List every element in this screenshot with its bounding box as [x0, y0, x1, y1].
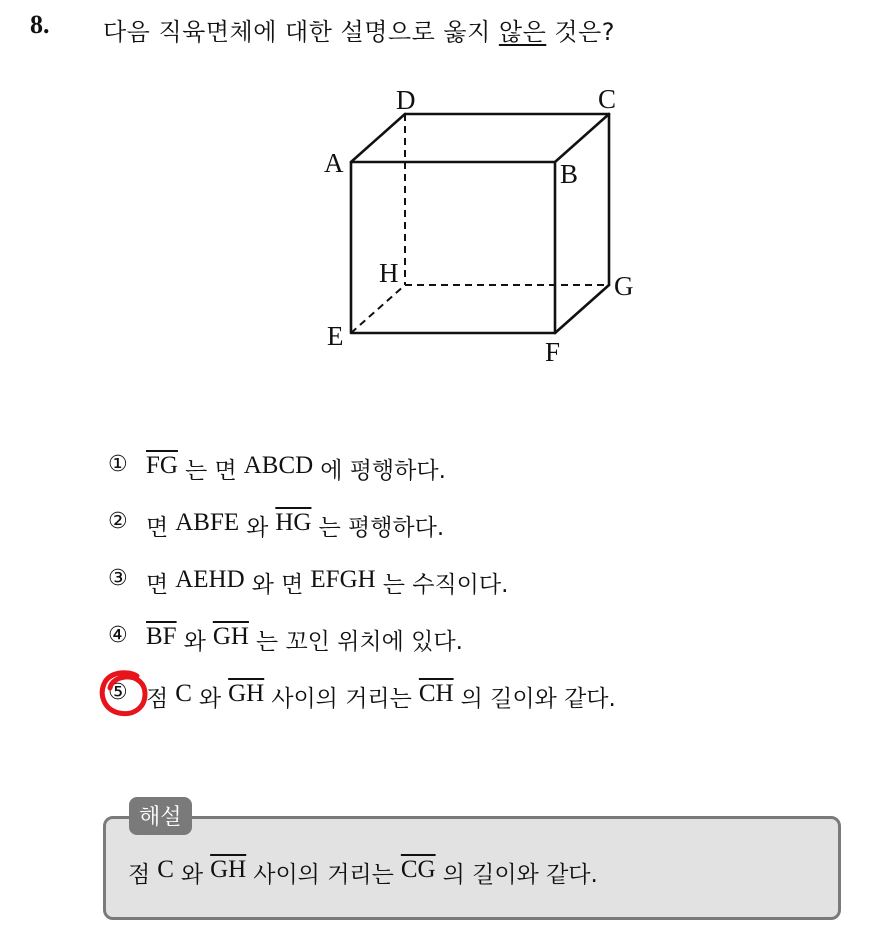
- choice-text: 는 면: [184, 458, 237, 484]
- explanation-segment: C: [157, 856, 174, 883]
- choice-text: 와: [183, 629, 206, 655]
- explanation-tag: 해설: [129, 797, 192, 835]
- answer-circle-mark: [97, 668, 153, 720]
- question-text-underlined: 않은: [498, 18, 547, 46]
- vertex-label-E: E: [327, 321, 344, 351]
- vertex-label-D: D: [396, 85, 416, 115]
- choice-text: 사이의 거리는: [271, 686, 412, 712]
- vertex-label-A: A: [324, 148, 344, 178]
- front-face: [351, 162, 555, 333]
- segment-notation: $\overline{CG}$: [400, 856, 436, 883]
- choice-text: 는 수직이다.: [382, 572, 509, 598]
- choice-text: 와: [198, 686, 222, 712]
- choice-text: C: [175, 680, 192, 707]
- choice-text: 점: [146, 686, 169, 712]
- question-text-before: 다음 직육면체에 대한 설명으로 옳지: [103, 18, 499, 46]
- choice-5[interactable]: [108, 680, 623, 737]
- choice-text: 에 평행하다.: [320, 458, 446, 484]
- segment-notation: $\overline{GH}$: [228, 680, 265, 707]
- explanation-text: [128, 856, 605, 889]
- choice-number: ②: [108, 509, 128, 534]
- choice-text: 면: [146, 515, 169, 541]
- edge-BC: [555, 114, 609, 162]
- segment-notation: $\overline{GH}$: [210, 856, 247, 883]
- explanation-segment: 사이의 거리는: [253, 862, 394, 888]
- choice-4[interactable]: [108, 623, 623, 680]
- vertex-label-F: F: [545, 337, 561, 367]
- choice-1[interactable]: [108, 452, 623, 509]
- explanation-segment: 의 길이와 같다.: [442, 862, 598, 888]
- vertex-label-G: G: [614, 271, 634, 301]
- choice-text: ABCD: [243, 452, 314, 479]
- choice-text: 의 길이와 같다.: [460, 686, 616, 712]
- choice-2[interactable]: [108, 509, 623, 566]
- choice-text: 는 평행하다.: [318, 515, 445, 541]
- question-text-after: 것은?: [546, 18, 616, 46]
- edge-AD: [351, 114, 405, 162]
- choice-number: ①: [108, 452, 128, 477]
- vertex-label-H: H: [379, 258, 399, 288]
- choice-number: ④: [108, 623, 128, 648]
- choice-text: 와 면: [251, 572, 304, 598]
- explanation-segment: 와: [180, 862, 204, 888]
- choice-number: ⑤: [108, 680, 128, 705]
- choice-text: 와: [246, 515, 269, 541]
- cuboid-figure: [0, 0, 884, 420]
- choice-text: ABFE: [175, 509, 240, 536]
- choice-number: ③: [108, 566, 128, 591]
- hidden-edge-EH: [351, 285, 405, 333]
- segment-notation: $\overline{HG}$: [275, 509, 312, 536]
- segment-notation: $\overline{CH}$: [418, 680, 454, 707]
- choice-text: AEHD: [175, 566, 245, 593]
- edge-FG: [555, 285, 609, 333]
- vertex-label-B: B: [560, 159, 579, 189]
- answer-circle-stroke: [102, 673, 145, 714]
- segment-notation: $\overline{GH}$: [212, 623, 249, 650]
- choice-text: EFGH: [310, 566, 376, 593]
- segment-notation: $\overline{FG}$: [146, 452, 178, 479]
- choice-3[interactable]: [108, 566, 623, 623]
- choice-text: 면: [146, 572, 169, 598]
- choice-text: 는 꼬인 위치에 있다.: [255, 629, 463, 655]
- segment-notation: $\overline{BF}$: [146, 623, 177, 650]
- question-number: 8.: [30, 10, 50, 39]
- vertex-label-C: C: [598, 84, 617, 114]
- choice-list: [108, 452, 623, 737]
- explanation-segment: 점: [128, 862, 151, 888]
